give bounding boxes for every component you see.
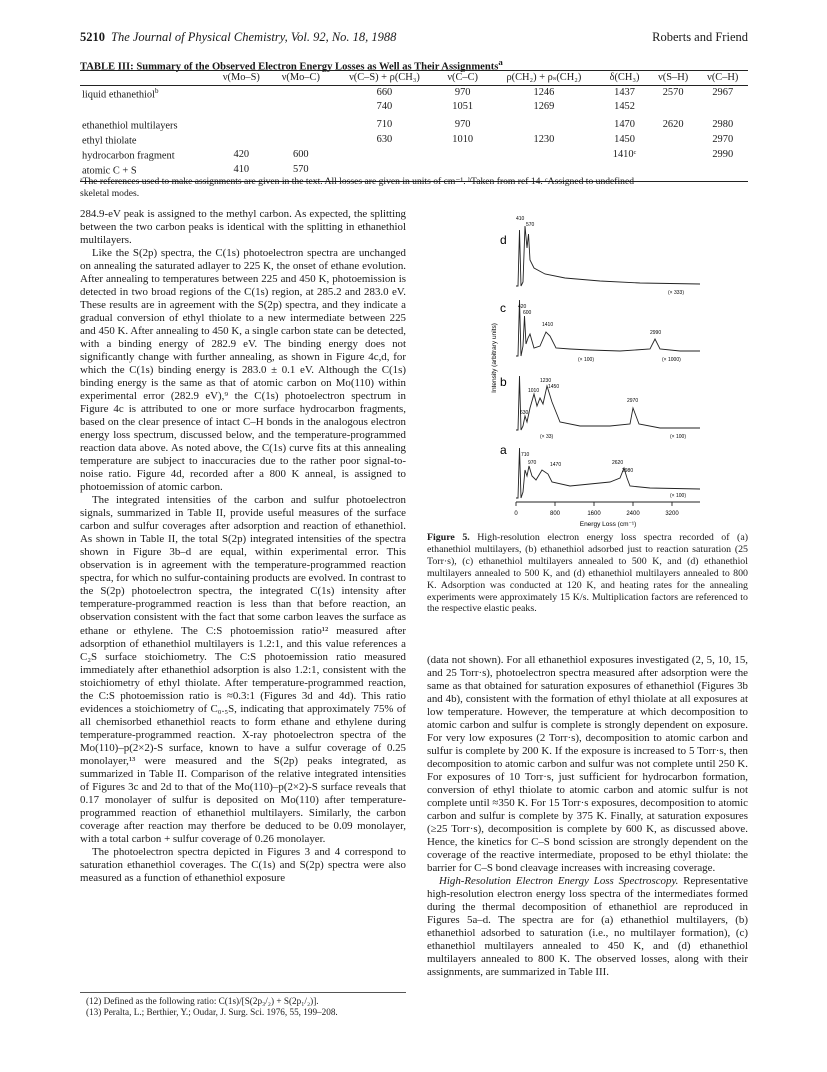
table-cell: 970	[454, 87, 471, 99]
table-title: TABLE III: Summary of the Observed Electron Energy Losses as Well as Their Assignments$^a$	[80, 57, 503, 73]
table-cell	[212, 132, 271, 147]
table-cell: 1470	[614, 118, 635, 130]
table-cell: 1452	[614, 100, 635, 112]
peak-label: 2980	[622, 468, 634, 474]
x-tick-label: 1600	[587, 511, 601, 517]
table-footnote: ᵃThe references used to make assignments are given in the text. All losses are given in units of cm⁻¹. ᵇTaken from ref 14. ᶜAssigned to undefined skeletal modes.	[80, 176, 635, 199]
figure-caption	[427, 532, 748, 615]
table-row	[80, 101, 748, 113]
peak-label: 1450	[548, 384, 560, 390]
paragraph: (data not shown). For all ethanethiol exposures investigated (2, 5, 10, 15, and 25 Torr·s), photoelectron spectra measured after adsorption were the same as that obtained for saturation exposures of ethanethiol (Figures 3b and 4b), consistent with the formation of ethyl thiolate at all exposures at low temperature. However, the temperature at which decomposition to atomic carbon and sulfur is complete is strongly dependent on exposure. For very low exposures (2 Torr·s), decomposition to atomic carbon and sulfur is complete by 200 K. If the exposure is increased to 5 Torr·s, then decomposition to atomic carbon and sulfur was not complete until 250 K. For exposures of 10 Torr·s, just sufficient for hydrocarbon formation, conversion of ethyl thiolate to atomic carbon and atomic sulfur is not complete until ≈350 K. For 15 Torr·s exposures, decomposition to atomic carbon and sulfur is complete by 375 K. Finally, at saturation exposures (≥25 Torr·s), decomposition is complete by 600 K, as discussed above. Hence, the kinetics for C–S bond scission are strongly dependent on the coverage of the reactive intermediate, proposed to be ethyl thiolate: the barrier for C–S bond cleavage increases with increasing coverage.	[427, 654, 748, 875]
journal-name: The Journal of Physical Chemistry, Vol. 92, No. 18, 1988	[111, 30, 397, 44]
table-cell: 2967	[712, 87, 734, 99]
table-cell: 2990	[712, 149, 734, 161]
table-cell: 2620	[662, 118, 684, 130]
multiplication-factor: (× 333)	[668, 290, 684, 296]
footnote: (13) Peralta, L.; Berthier, Y.; Oudar, J. Surg. Sci. 1976, 55, 199–208.	[86, 1007, 338, 1017]
table-cell: 1437	[614, 87, 635, 99]
multiplication-factor: (× 1000)	[662, 357, 681, 363]
peak-label: 970	[528, 460, 537, 466]
panel-letter-b: b	[500, 375, 507, 389]
peak-label: 420	[518, 304, 527, 310]
panel-letter-d: d	[500, 233, 507, 247]
right-column	[427, 654, 748, 979]
col-header: ν(Mo–C)	[271, 71, 331, 86]
panel-letter-a: a	[500, 443, 507, 457]
col-header: ν(C–H)	[698, 71, 748, 86]
table-cell	[649, 101, 698, 113]
row-label: atomic C + S	[80, 162, 212, 181]
multiplication-factor: (× 100)	[670, 493, 686, 499]
table-cell: 570	[271, 162, 331, 181]
table-cell: 600	[293, 149, 309, 161]
peak-label: 710	[521, 452, 530, 458]
table-cell	[698, 101, 748, 113]
peak-label: 1230	[540, 378, 552, 384]
table-title-sup: a	[498, 57, 503, 67]
peak-label: 2990	[650, 330, 662, 336]
page-footnotes	[80, 992, 406, 1018]
col-header: ν(S–H)	[649, 71, 698, 86]
table-cell: 970	[454, 118, 471, 130]
table-header-row	[80, 71, 748, 86]
spectrum-c	[516, 300, 700, 356]
table-cell	[438, 147, 488, 162]
peak-label: 1410	[542, 322, 554, 328]
running-head	[80, 30, 748, 46]
multiplication-factor: (× 33)	[540, 434, 554, 440]
col-header: ρ(CH₂) + ρₛ(CH₂)	[487, 71, 600, 86]
table-cell	[649, 132, 698, 147]
paragraph: Like the S(2p) spectra, the C(1s) photoelectron spectra are unchanged on annealing the saturated adlayer to 225 K, the onset of ethane evolution. After annealing to temperatures between 225 and 450 K, photoemission is detected in two broad regions of the C(1s) region, at 285.2 and 283.0 eV. These results are in agreement with the S(2p) spectra, and they indicate a gradual conversion of ethyl thiolate to a new intermediate between 225 and 450 K. After annealing to 450 K, a single carbon state can be detected, with a binding energy of 282.9 eV. The binding energy does not significantly change with further annealing, as shown in Figure 4c,d, for which the C(1s) binding energy is 283.0 ± 0.1 eV. Although the C(1s) binding energy is the same as that of atomic carbon on Mo(110) within experimental error (282.9 eV),⁹ the C(1s) photoelectron spectrum in Figure 4c is attributed to one or more surface hydrocarbon fragments, based on the clear presence of intact C–H bonds in the analogous electron energy loss spectrum, discussed below, and the temperature-programmed reaction data above. As noted above, the C(1s) curve fits at this annealing temperature are subject to inaccuracies due to the rather poor signal-to-noise ratio. Figure 4d, recorded after a 800 K anneal, is assigned to photoemission of atomic carbon.	[80, 247, 406, 494]
table-cell: 1230	[533, 134, 555, 146]
caption-text: High-resolution electron energy loss spectra recorded of (a) ethanethiol multilayers, (b) ethanethiol adsorbed just to reaction saturation (25 Torr·s), (c) ethanethiol multilayers annealed to 500 K, and (d) ethanethiol multilayers annealed to 500 K, and (d) ethanethiol multilayers annealed to 800 K. Adsorption was conducted at 120 K, and heating rates for the annealing experiments were approximately 15 K/s. Multiplication factors are referenced to the respective elastic peaks.	[427, 532, 749, 615]
table-cell: 1010	[452, 134, 474, 146]
footnote: (12) Defined as the following ratio: C(1s)/[S(2p₃/₂) + S(2p₁/₂)].	[86, 996, 319, 1006]
row-label: ethanethiol multilayers	[82, 120, 178, 132]
x-tick-label: 800	[549, 511, 561, 517]
table-row	[80, 85, 748, 101]
paragraph: The photoelectron spectra depicted in Figures 3 and 4 correspond to saturation ethanethiol coverages. The C(1s) and S(2p) spectra were also measured as a function of ethanethiol exposure	[80, 845, 406, 884]
table-cell: 1450	[614, 134, 635, 146]
table-cell: 2570	[662, 87, 684, 99]
peak-label: 410	[516, 216, 525, 222]
table-cell	[212, 101, 271, 113]
table-cell: 2980	[712, 118, 734, 130]
page-number: 5210	[80, 30, 105, 44]
table-cell	[271, 101, 331, 113]
table-cell	[271, 112, 331, 132]
running-authors: Roberts and Friend	[652, 30, 748, 44]
peak-label: 570	[526, 222, 535, 228]
table-cell	[331, 147, 438, 162]
table-cell: 710	[376, 118, 393, 130]
peak-label: 2970	[627, 398, 639, 404]
multiplication-factor: (× 100)	[578, 357, 594, 363]
table-cell: 1269	[533, 100, 555, 112]
table-cell: 420	[233, 149, 250, 161]
paragraph-body: Representative high-resolution electron energy loss spectra of the intermediates formed during the thermal decomposition of ethanethiol are reproduced in Figures 5a–d. The spectra are for (a) ethanethiol multilayers, (b) ethanethiol adsorbed to saturation (i.e., no multilayer formation), (c) ethanethiol multilayers annealed to 450 K, and (d) ethanethiol multilayers annealed to 800 K. The observed losses, along with their assignments, are summarized in Table III.	[427, 875, 749, 979]
peak-label: 1470	[550, 462, 562, 468]
table-cell	[271, 132, 331, 147]
table-cell: 410	[212, 162, 271, 181]
section-heading: High-Resolution Electron Energy Loss Spectroscopy.	[439, 875, 679, 888]
x-axis-label: Energy Loss (cm⁻¹)	[579, 521, 637, 528]
table-cell: 1246	[533, 87, 555, 99]
table-cell: 1410ᶜ	[612, 149, 637, 161]
spectrum-d	[516, 226, 700, 286]
spectrum-b	[516, 376, 700, 430]
peak-label: 1010	[528, 388, 540, 394]
table-row	[80, 132, 748, 147]
multiplication-factor: (× 100)	[670, 434, 686, 440]
peak-label: 600	[523, 310, 532, 316]
col-header: δ(CH₃)	[600, 71, 648, 86]
figure-5	[490, 208, 710, 533]
paragraph: 284.9-eV peak is assigned to the methyl carbon. As expected, the splitting between the two carbon peaks is identical with the splitting in ethanethiol multilayers.	[80, 208, 406, 247]
x-tick-label: 0	[514, 511, 518, 517]
table-cell	[649, 147, 698, 162]
x-tick-label: 3200	[665, 511, 679, 517]
table-cell: 2970	[712, 134, 734, 146]
table-row	[80, 112, 748, 132]
table-cell	[487, 112, 600, 132]
table-cell: 740	[376, 100, 393, 112]
row-label: ethyl thiolate	[82, 135, 137, 147]
table-cell: 1051	[452, 100, 474, 112]
panel-letter-c: c	[500, 301, 506, 315]
col-header: ν(Mo–S)	[212, 71, 271, 86]
table-cell: 660	[376, 87, 393, 99]
table-cell	[271, 85, 331, 101]
col-header: ν(C–S) + ρ(CH₃)	[331, 71, 438, 86]
assignments-table	[80, 70, 748, 182]
row-label: hydrocarbon fragment	[82, 150, 175, 162]
header-blank	[80, 71, 212, 86]
journal-citation	[80, 30, 396, 45]
y-axis-label: Intensity (arbitrary units)	[491, 323, 498, 393]
table-cell	[212, 85, 271, 101]
row-label: liquid ethanethiol$^b$	[82, 86, 159, 101]
table-cell	[487, 147, 600, 162]
left-column	[80, 208, 406, 885]
peak-label: 2620	[612, 460, 624, 466]
spectrum-a	[516, 448, 700, 498]
col-header: ν(C–C)	[438, 71, 488, 86]
table-cell: 630	[376, 134, 393, 146]
x-tick-label: 2400	[626, 511, 640, 517]
eels-spectra-plot	[490, 208, 710, 533]
table-row	[80, 147, 748, 162]
peak-label: 630	[520, 410, 529, 416]
row-label	[80, 101, 212, 113]
paragraph	[427, 875, 748, 979]
table-cell	[212, 112, 271, 132]
caption-label: Figure 5.	[427, 532, 470, 543]
paragraph: The integrated intensities of the carbon and sulfur photoelectron signals, summarized in Table II, provide useful measures of the surface carbon and sulfur coverages after adsorption and reaction of ethanethiol. As shown in Table II, the total S(2p) integrated intensities of the spectra shown in Figure 3b–d are equal, within experimental error. This observation is in agreement with the temperature-programmed reaction spectra, for which no sulfur-containing products are evolved. In contrast to the S(2p) photoelectron spectra, the integrated C(1s) intensity after temperature-programmed reaction is less than that before reaction, an observation consistent with the fact that some carbon leaves the surface as ethane or ethylene. The C:S photoemission ratio¹² measured after adsorption of ethanethiol multilayers is 1.2:1, and this value references a C₂S surface stoichiometry. The C:S photoemission ratio measured immediately after ethanethiol adsorption is also 1.2:1, consistent with the stoichiometry of ethyl thiolate. After temperature-programmed reaction, the C:S photoemission ratio is ≈0.3:1 (Figures 3d and 4d). This ratio evidences a stoichiometry of C₀.₅S, indicating that approximately 75% of all chemisorbed ethanethiol reacts to form ethane and ethylene during temperature-programmed reaction. X-ray photoelectron spectra of the Mo(110)–p(2×2)-S surface, known to have a sulfur coverage of 0.25 monolayer,¹³ were measured and the S(2p) peaks integrated, as summarized in Table II. Comparison of the relative integrated intensities of Figures 3c and 2d to that of the Mo(110)–p(2×2)-S surface reveals that 0.17 monolayer of sulfur is deposited on Mo(110) after temperature-programmed reaction of ethanethiol multilayers. Similarly, the carbon coverage after reaction may therfore be deduced to be 0.09 monolayer, with a total carbon + sulfur coverage of 0.26 monolayer.	[80, 494, 406, 845]
